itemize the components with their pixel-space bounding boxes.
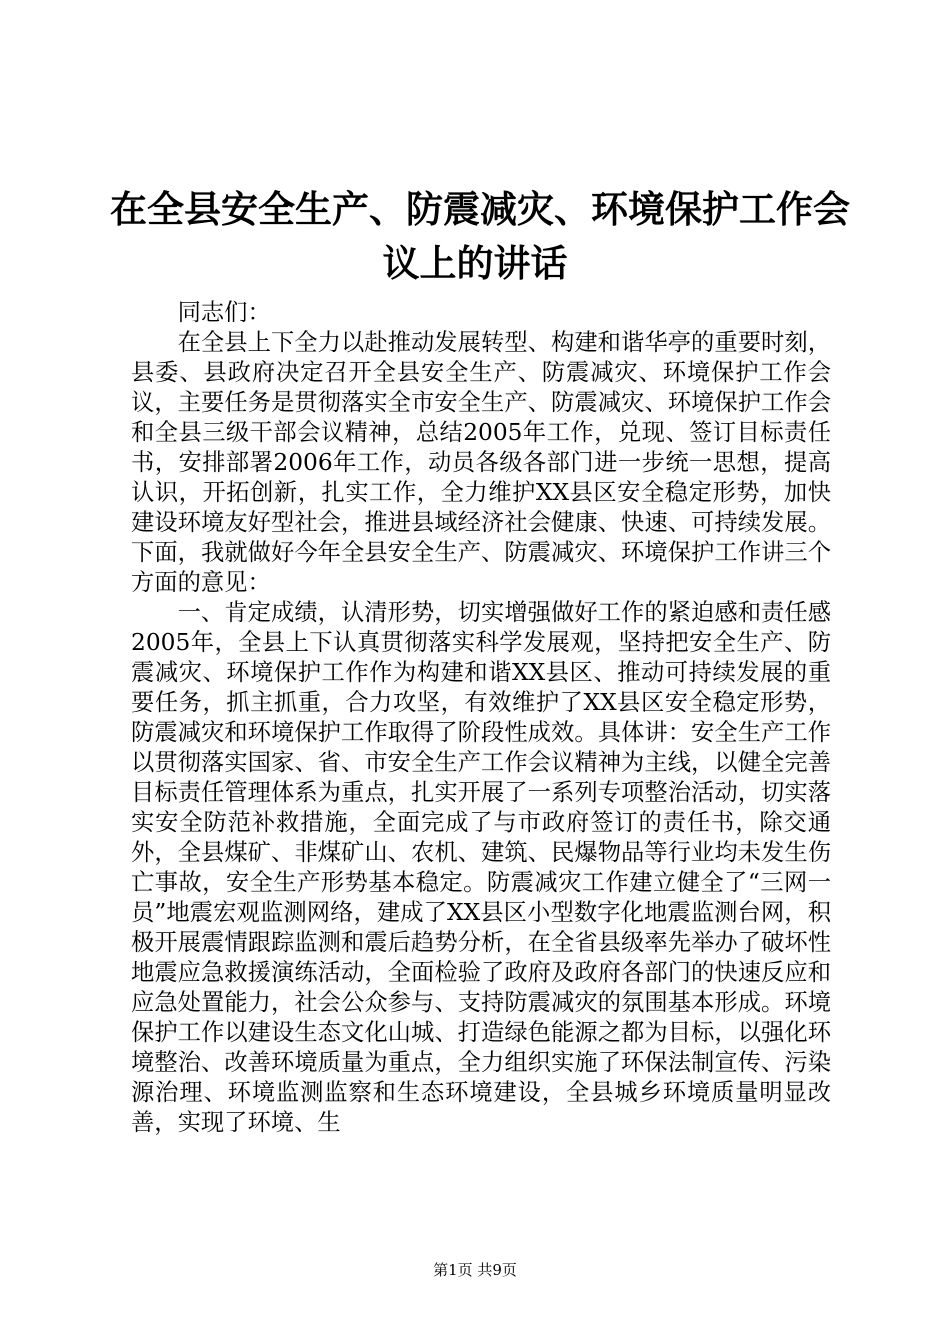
title-line-1: 在全县安全生产、防震减灾、环境保护工作会	[110, 187, 850, 231]
title-line-2: 议上的讲话	[382, 241, 568, 285]
page-footer: 第1页 共9页	[433, 1261, 517, 1279]
body-paragraph: 在全县上下全力以赴推动发展转型、构建和谐华亭的重要时刻，县委、县政府决定召开全县安全生产、防震减灾、环境保护工作会议，主要任务是贯彻落实全市安全生产、防震减灾、环境保护工作会和全县三级干部会议精神，总结2005年工作，兑现、签订目标责任书，安排部署2006年工作，动员各级各部门进一步统一思想，提高认识，开拓创新，扎实工作，全力维护XX县区安全稳定形势，加快建设环境友好型社会，推进县域经济社会健康、快速、可持续发展。下面，我就做好今年全县安全生产、防震减灾、环境保护工作讲三个方面的意见：	[131, 329, 831, 596]
document-body	[131, 298, 831, 1138]
document-title	[110, 182, 850, 290]
greeting-paragraph: 同志们：	[177, 299, 271, 326]
body-paragraph: 一、肯定成绩，认清形势，切实增强做好工作的紧迫感和责任感2005年，全县上下认真贯彻落实科学发展观，坚持把安全生产、防震减灾、环境保护工作作为构建和谐XX县区、推动可持续发展的重要任务，抓主抓重，合力攻坚，有效维护了XX县区安全稳定形势，防震减灾和环境保护工作取得了阶段性成效。具体讲：安全生产工作以贯彻落实国家、省、市安全生产工作会议精神为主线，以健全完善目标责任管理体系为重点，扎实开展了一系列专项整治活动，切实落实安全防范补救措施，全面完成了与市政府签订的责任书，除交通外，全县煤矿、非煤矿山、农机、建筑、民爆物品等行业均未发生伤亡事故，安全生产形势基本稳定。防震减灾工作建立健全了“三网一员”地震宏观监测网络，建成了XX县区小型数字化地震监测台网，积极开展震情跟踪监测和震后趋势分析，在全省县级率先举办了破坏性地震应急救援演练活动，全面检验了政府及政府各部门的快速反应和应急处置能力，社会公众参与、支持防震减灾的氛围基本形成。环境保护工作以建设生态文化山城、打造绿色能源之都为目标，以强化环境整治、改善环境质量为重点，全力组织实施了环保法制宣传、污染源治理、环境监测监察和生态环境建设，全县城乡环境质量明显改善，实现了环境、生	[131, 599, 831, 1136]
